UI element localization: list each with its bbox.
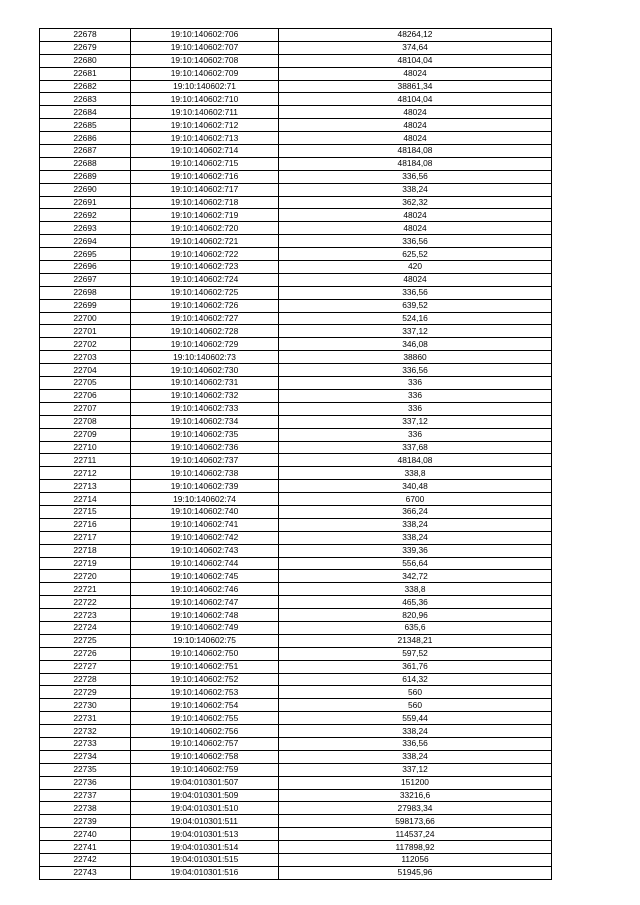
row-number-cell: 22701 [40, 325, 131, 338]
cadastral-number-cell: 19:04:010301:513 [131, 828, 279, 841]
row-number-cell: 22703 [40, 351, 131, 364]
value-cell: 338,24 [279, 518, 552, 531]
cadastral-number-cell: 19:10:140602:755 [131, 712, 279, 725]
row-number-cell: 22727 [40, 660, 131, 673]
cadastral-number-cell: 19:10:140602:733 [131, 402, 279, 415]
value-cell: 614,32 [279, 673, 552, 686]
value-cell: 337,12 [279, 415, 552, 428]
table-row [40, 866, 552, 879]
cadastral-number-cell: 19:10:140602:752 [131, 673, 279, 686]
table-row [40, 54, 552, 67]
value-cell: 338,24 [279, 725, 552, 738]
table-row [40, 428, 552, 441]
row-number-cell: 22700 [40, 312, 131, 325]
value-cell: 112056 [279, 854, 552, 867]
row-number-cell: 22734 [40, 750, 131, 763]
cadastral-number-cell: 19:10:140602:742 [131, 531, 279, 544]
value-cell: 336,56 [279, 170, 552, 183]
cadastral-number-cell: 19:10:140602:74 [131, 493, 279, 506]
cadastral-number-cell: 19:10:140602:744 [131, 557, 279, 570]
table-row [40, 531, 552, 544]
value-cell: 48184,08 [279, 454, 552, 467]
row-number-cell: 22712 [40, 467, 131, 480]
table-row [40, 170, 552, 183]
row-number-cell: 22716 [40, 518, 131, 531]
cadastral-number-cell: 19:10:140602:751 [131, 660, 279, 673]
row-number-cell: 22694 [40, 235, 131, 248]
table-row [40, 325, 552, 338]
row-number-cell: 22679 [40, 41, 131, 54]
cadastral-number-cell: 19:10:140602:726 [131, 299, 279, 312]
row-number-cell: 22685 [40, 119, 131, 132]
row-number-cell: 22689 [40, 170, 131, 183]
value-cell: 117898,92 [279, 841, 552, 854]
cadastral-number-cell: 19:10:140602:716 [131, 170, 279, 183]
value-cell: 598173,66 [279, 815, 552, 828]
cadastral-number-cell: 19:10:140602:746 [131, 583, 279, 596]
row-number-cell: 22678 [40, 29, 131, 42]
row-number-cell: 22726 [40, 647, 131, 660]
row-number-cell: 22705 [40, 377, 131, 390]
value-cell: 362,32 [279, 196, 552, 209]
table-row [40, 67, 552, 80]
row-number-cell: 22699 [40, 299, 131, 312]
value-cell: 51945,96 [279, 866, 552, 879]
value-cell: 48024 [279, 132, 552, 145]
cadastral-number-cell: 19:04:010301:515 [131, 854, 279, 867]
table-row [40, 286, 552, 299]
value-cell: 336 [279, 402, 552, 415]
row-number-cell: 22693 [40, 222, 131, 235]
row-number-cell: 22690 [40, 183, 131, 196]
table-row [40, 583, 552, 596]
value-cell: 639,52 [279, 299, 552, 312]
table-row [40, 634, 552, 647]
value-cell: 338,24 [279, 750, 552, 763]
row-number-cell: 22719 [40, 557, 131, 570]
row-number-cell: 22711 [40, 454, 131, 467]
table-row [40, 725, 552, 738]
table-row [40, 29, 552, 42]
table-row [40, 544, 552, 557]
table-row [40, 364, 552, 377]
row-number-cell: 22737 [40, 789, 131, 802]
table-row [40, 235, 552, 248]
cadastral-number-cell: 19:10:140602:709 [131, 67, 279, 80]
value-cell: 48024 [279, 209, 552, 222]
cadastral-number-cell: 19:10:140602:759 [131, 763, 279, 776]
cadastral-number-cell: 19:10:140602:718 [131, 196, 279, 209]
value-cell: 338,24 [279, 531, 552, 544]
row-number-cell: 22728 [40, 673, 131, 686]
row-number-cell: 22710 [40, 441, 131, 454]
table-body [40, 29, 552, 880]
table-row [40, 41, 552, 54]
table-row [40, 647, 552, 660]
row-number-cell: 22692 [40, 209, 131, 222]
row-number-cell: 22729 [40, 686, 131, 699]
table-row [40, 261, 552, 274]
row-number-cell: 22733 [40, 737, 131, 750]
row-number-cell: 22724 [40, 621, 131, 634]
table-row [40, 673, 552, 686]
cadastral-number-cell: 19:10:140602:743 [131, 544, 279, 557]
table-row [40, 80, 552, 93]
table-row [40, 609, 552, 622]
value-cell: 337,12 [279, 763, 552, 776]
cadastral-number-cell: 19:10:140602:734 [131, 415, 279, 428]
cadastral-number-cell: 19:10:140602:75 [131, 634, 279, 647]
table-row [40, 389, 552, 402]
value-cell: 27983,34 [279, 802, 552, 815]
row-number-cell: 22680 [40, 54, 131, 67]
row-number-cell: 22725 [40, 634, 131, 647]
cadastral-number-cell: 19:10:140602:745 [131, 570, 279, 583]
cadastral-number-cell: 19:10:140602:736 [131, 441, 279, 454]
cadastral-number-cell: 19:10:140602:732 [131, 389, 279, 402]
table-row [40, 776, 552, 789]
table-row [40, 686, 552, 699]
row-number-cell: 22731 [40, 712, 131, 725]
cadastral-number-cell: 19:10:140602:748 [131, 609, 279, 622]
row-number-cell: 22708 [40, 415, 131, 428]
value-cell: 48104,04 [279, 93, 552, 106]
row-number-cell: 22707 [40, 402, 131, 415]
value-cell: 336,56 [279, 286, 552, 299]
value-cell: 420 [279, 261, 552, 274]
row-number-cell: 22713 [40, 480, 131, 493]
value-cell: 374,64 [279, 41, 552, 54]
table-row [40, 299, 552, 312]
cadastral-number-cell: 19:10:140602:721 [131, 235, 279, 248]
cadastral-number-cell: 19:10:140602:719 [131, 209, 279, 222]
row-number-cell: 22732 [40, 725, 131, 738]
table-row [40, 338, 552, 351]
table-row [40, 699, 552, 712]
table-row [40, 596, 552, 609]
cadastral-number-cell: 19:10:140602:724 [131, 273, 279, 286]
value-cell: 21348,21 [279, 634, 552, 647]
cadastral-number-cell: 19:10:140602:720 [131, 222, 279, 235]
value-cell: 48184,08 [279, 157, 552, 170]
cadastral-number-cell: 19:10:140602:730 [131, 364, 279, 377]
row-number-cell: 22738 [40, 802, 131, 815]
row-number-cell: 22684 [40, 106, 131, 119]
row-number-cell: 22706 [40, 389, 131, 402]
table-row [40, 377, 552, 390]
row-number-cell: 22718 [40, 544, 131, 557]
row-number-cell: 22695 [40, 248, 131, 261]
row-number-cell: 22730 [40, 699, 131, 712]
value-cell: 48184,08 [279, 145, 552, 158]
cadastral-number-cell: 19:10:140602:741 [131, 518, 279, 531]
cadastral-number-cell: 19:10:140602:715 [131, 157, 279, 170]
cadastral-number-cell: 19:10:140602:758 [131, 750, 279, 763]
table-row [40, 402, 552, 415]
value-cell: 361,76 [279, 660, 552, 673]
value-cell: 336 [279, 389, 552, 402]
cadastral-number-cell: 19:10:140602:713 [131, 132, 279, 145]
row-number-cell: 22735 [40, 763, 131, 776]
value-cell: 336,56 [279, 235, 552, 248]
table-row [40, 454, 552, 467]
row-number-cell: 22723 [40, 609, 131, 622]
cadastral-number-cell: 19:10:140602:754 [131, 699, 279, 712]
table-row [40, 518, 552, 531]
row-number-cell: 22739 [40, 815, 131, 828]
table-row [40, 273, 552, 286]
row-number-cell: 22696 [40, 261, 131, 274]
value-cell: 114537,24 [279, 828, 552, 841]
value-cell: 338,24 [279, 183, 552, 196]
row-number-cell: 22741 [40, 841, 131, 854]
table-row [40, 854, 552, 867]
cadastral-number-cell: 19:10:140602:757 [131, 737, 279, 750]
value-cell: 336 [279, 377, 552, 390]
value-cell: 366,24 [279, 505, 552, 518]
table-row [40, 183, 552, 196]
cadastral-number-cell: 19:10:140602:739 [131, 480, 279, 493]
value-cell: 48024 [279, 273, 552, 286]
data-table [39, 28, 552, 880]
value-cell: 336,56 [279, 364, 552, 377]
table-row [40, 132, 552, 145]
cadastral-number-cell: 19:10:140602:708 [131, 54, 279, 67]
table-row [40, 737, 552, 750]
table-row [40, 493, 552, 506]
table-row [40, 312, 552, 325]
cadastral-number-cell: 19:10:140602:712 [131, 119, 279, 132]
row-number-cell: 22740 [40, 828, 131, 841]
table-row [40, 621, 552, 634]
value-cell: 6700 [279, 493, 552, 506]
value-cell: 560 [279, 699, 552, 712]
cadastral-number-cell: 19:10:140602:706 [131, 29, 279, 42]
cadastral-number-cell: 19:04:010301:514 [131, 841, 279, 854]
value-cell: 48024 [279, 67, 552, 80]
value-cell: 336,56 [279, 737, 552, 750]
value-cell: 338,8 [279, 583, 552, 596]
value-cell: 38861,34 [279, 80, 552, 93]
cadastral-number-cell: 19:10:140602:722 [131, 248, 279, 261]
table-row [40, 841, 552, 854]
row-number-cell: 22720 [40, 570, 131, 583]
cadastral-number-cell: 19:04:010301:509 [131, 789, 279, 802]
row-number-cell: 22721 [40, 583, 131, 596]
cadastral-number-cell: 19:10:140602:727 [131, 312, 279, 325]
value-cell: 336 [279, 428, 552, 441]
row-number-cell: 22683 [40, 93, 131, 106]
row-number-cell: 22698 [40, 286, 131, 299]
cadastral-number-cell: 19:10:140602:731 [131, 377, 279, 390]
cadastral-number-cell: 19:10:140602:71 [131, 80, 279, 93]
cadastral-number-cell: 19:10:140602:729 [131, 338, 279, 351]
table-row [40, 441, 552, 454]
table-row [40, 480, 552, 493]
table-row [40, 712, 552, 725]
value-cell: 48024 [279, 119, 552, 132]
row-number-cell: 22702 [40, 338, 131, 351]
cadastral-number-cell: 19:10:140602:735 [131, 428, 279, 441]
row-number-cell: 22691 [40, 196, 131, 209]
cadastral-number-cell: 19:10:140602:747 [131, 596, 279, 609]
value-cell: 340,48 [279, 480, 552, 493]
row-number-cell: 22743 [40, 866, 131, 879]
table-row [40, 570, 552, 583]
cadastral-number-cell: 19:10:140602:750 [131, 647, 279, 660]
value-cell: 635,6 [279, 621, 552, 634]
value-cell: 559,44 [279, 712, 552, 725]
cadastral-number-cell: 19:10:140602:725 [131, 286, 279, 299]
value-cell: 338,8 [279, 467, 552, 480]
cadastral-number-cell: 19:10:140602:756 [131, 725, 279, 738]
cadastral-number-cell: 19:10:140602:753 [131, 686, 279, 699]
value-cell: 820,96 [279, 609, 552, 622]
table-row [40, 467, 552, 480]
cadastral-number-cell: 19:04:010301:511 [131, 815, 279, 828]
row-number-cell: 22687 [40, 145, 131, 158]
table-row [40, 763, 552, 776]
value-cell: 337,68 [279, 441, 552, 454]
cadastral-number-cell: 19:10:140602:73 [131, 351, 279, 364]
table-row [40, 106, 552, 119]
value-cell: 556,64 [279, 557, 552, 570]
cadastral-number-cell: 19:10:140602:710 [131, 93, 279, 106]
table-row [40, 119, 552, 132]
cadastral-number-cell: 19:04:010301:516 [131, 866, 279, 879]
cadastral-number-cell: 19:10:140602:738 [131, 467, 279, 480]
value-cell: 33216,6 [279, 789, 552, 802]
row-number-cell: 22688 [40, 157, 131, 170]
value-cell: 346,08 [279, 338, 552, 351]
cadastral-number-cell: 19:10:140602:728 [131, 325, 279, 338]
table-row [40, 209, 552, 222]
row-number-cell: 22697 [40, 273, 131, 286]
cadastral-number-cell: 19:04:010301:507 [131, 776, 279, 789]
table-row [40, 660, 552, 673]
value-cell: 560 [279, 686, 552, 699]
value-cell: 48024 [279, 106, 552, 119]
cadastral-number-cell: 19:10:140602:737 [131, 454, 279, 467]
value-cell: 337,12 [279, 325, 552, 338]
cadastral-number-cell: 19:10:140602:714 [131, 145, 279, 158]
row-number-cell: 22722 [40, 596, 131, 609]
value-cell: 48024 [279, 222, 552, 235]
row-number-cell: 22736 [40, 776, 131, 789]
value-cell: 48264,12 [279, 29, 552, 42]
cadastral-number-cell: 19:10:140602:749 [131, 621, 279, 634]
table-row [40, 196, 552, 209]
table-row [40, 222, 552, 235]
row-number-cell: 22715 [40, 505, 131, 518]
cadastral-number-cell: 19:10:140602:717 [131, 183, 279, 196]
value-cell: 465,36 [279, 596, 552, 609]
cadastral-number-cell: 19:10:140602:707 [131, 41, 279, 54]
table-row [40, 157, 552, 170]
row-number-cell: 22704 [40, 364, 131, 377]
value-cell: 524,16 [279, 312, 552, 325]
table-row [40, 815, 552, 828]
table-row [40, 789, 552, 802]
row-number-cell: 22682 [40, 80, 131, 93]
table-row [40, 351, 552, 364]
row-number-cell: 22717 [40, 531, 131, 544]
table-row [40, 750, 552, 763]
row-number-cell: 22742 [40, 854, 131, 867]
table-row [40, 415, 552, 428]
value-cell: 48104,04 [279, 54, 552, 67]
table-row [40, 802, 552, 815]
value-cell: 342,72 [279, 570, 552, 583]
cadastral-number-cell: 19:10:140602:711 [131, 106, 279, 119]
row-number-cell: 22681 [40, 67, 131, 80]
row-number-cell: 22709 [40, 428, 131, 441]
table-row [40, 93, 552, 106]
cadastral-number-cell: 19:10:140602:740 [131, 505, 279, 518]
cadastral-number-cell: 19:10:140602:723 [131, 261, 279, 274]
table-row [40, 557, 552, 570]
value-cell: 625,52 [279, 248, 552, 261]
value-cell: 38860 [279, 351, 552, 364]
table-row [40, 248, 552, 261]
value-cell: 339,36 [279, 544, 552, 557]
table-row [40, 145, 552, 158]
row-number-cell: 22714 [40, 493, 131, 506]
value-cell: 597,52 [279, 647, 552, 660]
table-row [40, 505, 552, 518]
value-cell: 151200 [279, 776, 552, 789]
row-number-cell: 22686 [40, 132, 131, 145]
cadastral-number-cell: 19:04:010301:510 [131, 802, 279, 815]
table-row [40, 828, 552, 841]
